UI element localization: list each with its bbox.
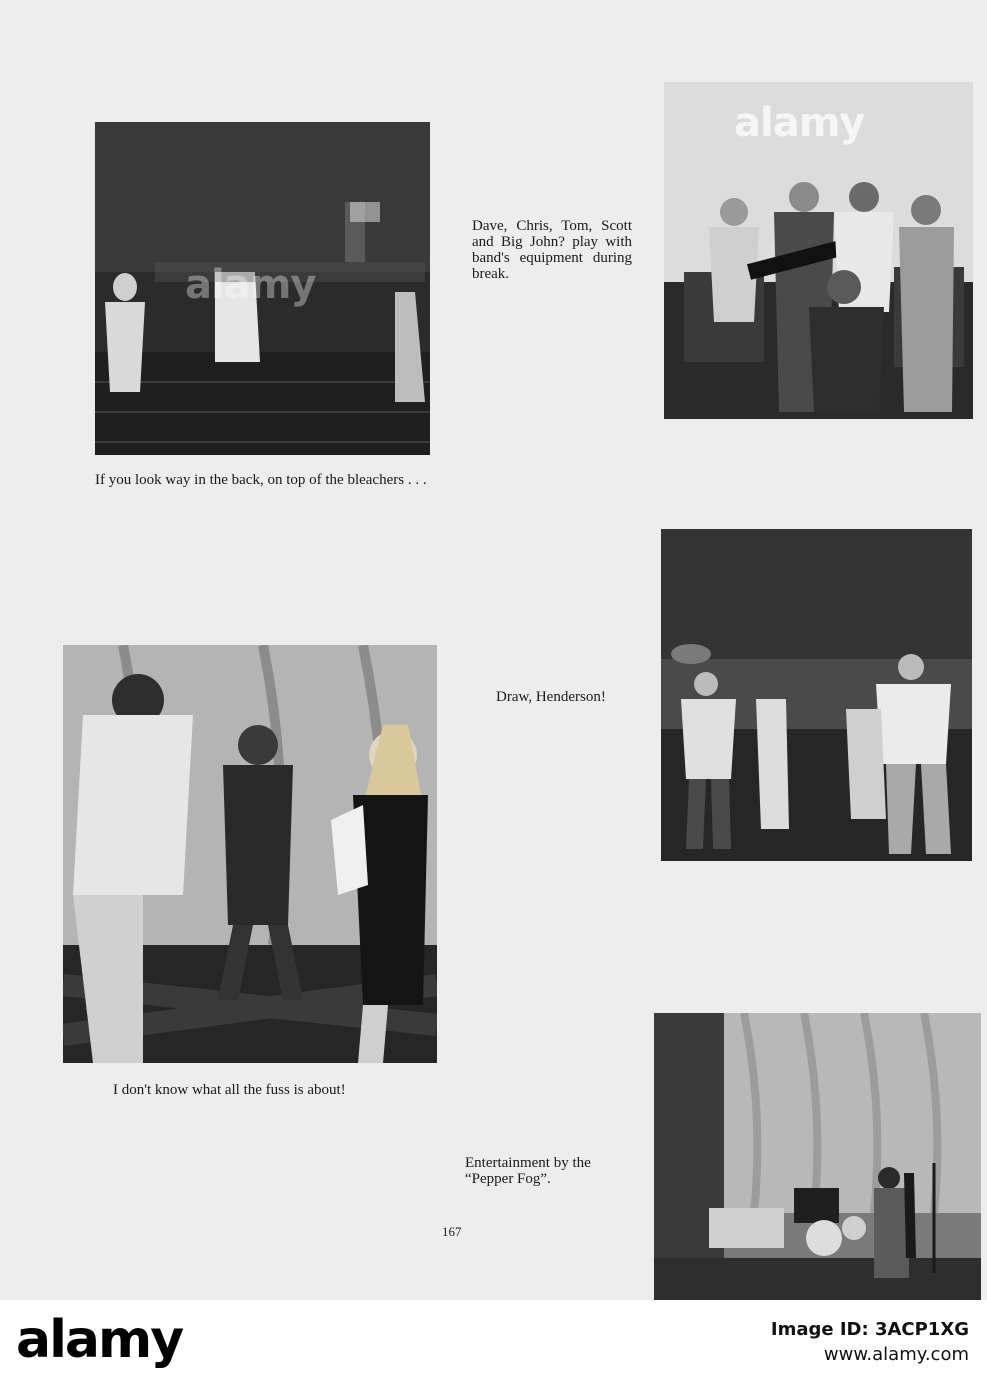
caption-fuss: I don't know what all the fuss is about! [113,1082,346,1098]
photo-dancers [661,529,972,861]
caption-entertainment [465,1155,635,1187]
photo-large-dance-image [63,645,437,1063]
caption-entertainment-line1: Entertainment by the [465,1155,591,1171]
photo-dancers-image [661,529,972,861]
stock-url[interactable]: www.alamy.com [823,1344,969,1365]
caption-entertainment-line2: “Pepper Fog”. [465,1171,551,1187]
photo-watermark: alamy [734,100,865,146]
caption-band: Dave, Chris, Tom, Scott and Big John? play with band's equipment during break. [472,218,632,282]
photo-stage-band [654,1013,981,1300]
caption-bleachers: If you look way in the back, on top of the bleachers . . . [95,472,427,488]
image-id: Image ID: 3ACP1XG [770,1319,969,1340]
photo-band [664,82,973,419]
photo-watermark: alamy [185,262,316,308]
photo-stage-band-image [654,1013,981,1300]
photo-large-dance [63,645,437,1063]
photo-gym-dance [95,122,430,455]
page-number: 167 [442,1224,462,1239]
alamy-logo: alamy [16,1310,183,1370]
caption-draw: Draw, Henderson! [496,689,606,705]
stock-info [771,1318,969,1368]
